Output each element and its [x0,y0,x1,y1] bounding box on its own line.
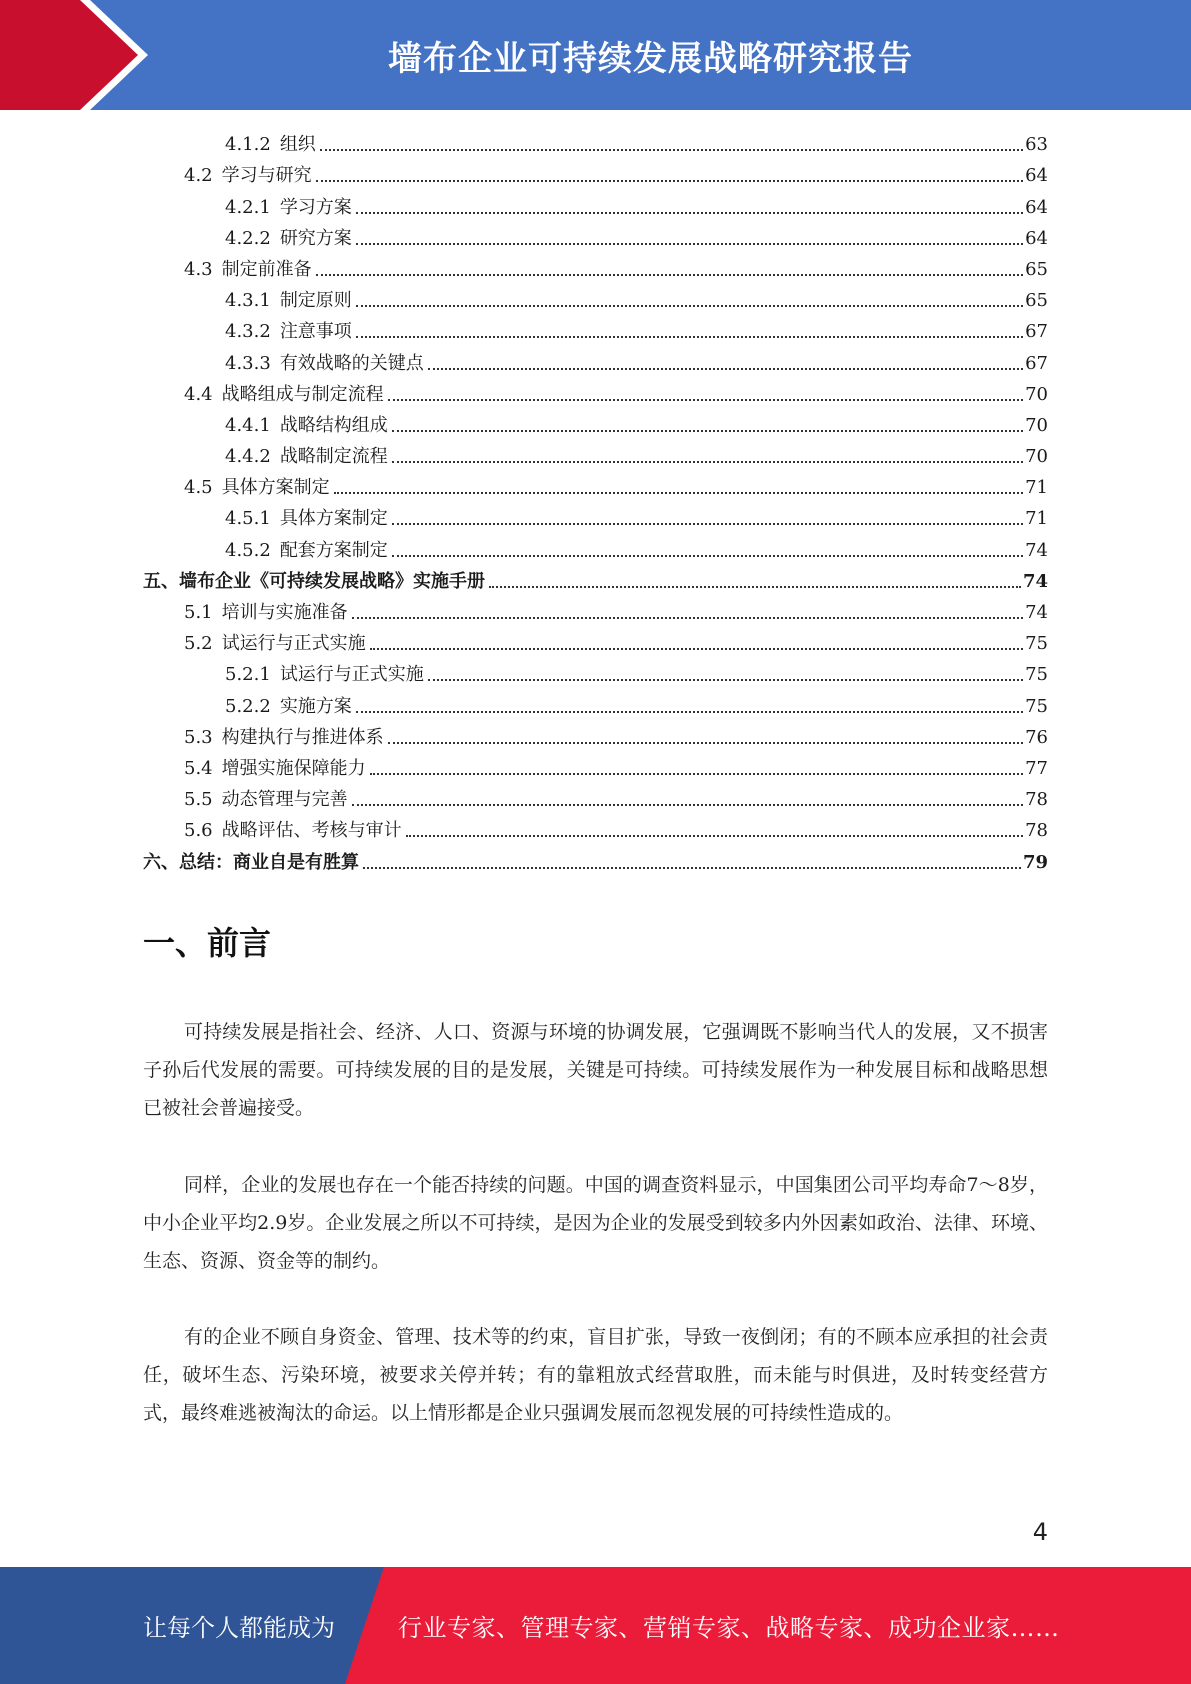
toc-entry-title: 增强实施保障能力 [221,757,366,779]
toc-dot-leader [392,461,1023,463]
toc-entry[interactable] [143,471,1048,502]
toc-dot-leader [352,617,1023,619]
toc-entry-number: 4.2 [184,165,213,187]
toc-entry-title: 研究方案 [279,227,352,249]
toc-entry[interactable] [143,128,1048,159]
toc-entry-number: 4.4.2 [225,446,271,468]
toc-dot-leader [388,742,1023,744]
toc-entry[interactable] [143,658,1048,689]
toc-entry-number: 4.3.3 [225,352,271,374]
toc-entry-title: 试运行与正式实施 [221,633,366,655]
toc-entry-page: 63 [1025,134,1048,156]
toc-entry[interactable] [143,689,1048,720]
toc-dot-leader [428,679,1023,681]
toc-entry[interactable] [143,346,1048,377]
footer-slogan-right: 行业专家、管理专家、营销专家、战略专家、成功企业家…… [398,1614,1060,1642]
toc-entry-page: 71 [1025,508,1048,530]
toc-entry[interactable] [143,533,1048,564]
toc-entry[interactable] [143,315,1048,346]
toc-entry-title: 配套方案制定 [279,539,388,561]
toc-entry-title: 战略评估、考核与审计 [221,820,402,842]
toc-dot-leader [356,336,1023,338]
toc-dot-leader [370,773,1023,775]
toc-dot-leader [356,212,1023,214]
toc-entry[interactable] [143,159,1048,190]
toc-entry[interactable] [143,440,1048,471]
document-title: 墙布企业可持续发展战略研究报告 [388,38,913,79]
page-header [0,0,1191,110]
toc-entry-page: 64 [1025,227,1048,249]
toc-entry[interactable] [143,565,1048,596]
toc-dot-leader [388,399,1023,401]
toc-entry-title: 五、墙布企业《可持续发展战略》实施手册 [143,570,485,592]
toc-dot-leader [356,243,1023,245]
toc-entry-page: 67 [1025,352,1048,374]
toc-entry-title: 有效战略的关键点 [279,352,424,374]
toc-entry-page: 67 [1025,321,1048,343]
toc-entry-page: 70 [1025,446,1048,468]
toc-entry-page: 64 [1025,196,1048,218]
toc-entry-number: 5.1 [184,602,213,623]
toc-entry-page: 75 [1025,695,1048,717]
toc-entry-title: 具体方案制定 [221,477,330,499]
toc-entry-number: 4.4.1 [225,414,271,436]
toc-entry-title: 战略制定流程 [279,446,388,468]
toc-entry-title: 构建执行与推进体系 [221,726,384,748]
section-heading: 一、前言 [143,924,272,962]
toc-entry-page: 75 [1025,633,1048,655]
toc-entry-title: 动态管理与完善 [221,789,348,811]
toc-entry[interactable] [143,284,1048,315]
toc-entry-number: 4.5.2 [225,539,271,561]
toc-entry-page: 79 [1022,851,1048,873]
body-paragraph: 可持续发展是指社会、经济、人口、资源与环境的协调发展，它强调既不影响当代人的发展，又不损害子孙后代发展的需要。可持续发展的目的是发展，关键是可持续。可持续发展作为一种发展目标和战略思想已被社会普遍接受。 [143,1021,1048,1119]
toc-entry-number: 4.2.1 [225,196,271,218]
toc-entry-page: 77 [1025,757,1048,779]
toc-entry-title: 六、总结：商业自是有胜算 [143,851,359,873]
body-paragraph: 有的企业不顾自身资金、管理、技术等的约束，盲目扩张，导致一夜倒闭；有的不顾本应承担的社会责任，破坏生态、污染环境，被要求关停并转；有的靠粗放式经营取胜，而未能与时俱进，及时转变经营方式，最终难逃被淘汰的命运。以上情形都是企业只强调发展而忽视发展的可持续性造成的。 [143,1326,1048,1424]
toc-entry-page: 78 [1025,789,1048,811]
toc-entry[interactable] [143,409,1048,440]
toc-entry-number: 4.3.1 [225,290,271,312]
toc-entry-page: 74 [1025,602,1048,623]
toc-entry-title: 学习方案 [279,196,352,218]
toc-dot-leader [316,274,1023,276]
toc-entry-number: 4.4 [184,383,213,405]
toc-dot-leader [356,305,1023,307]
toc-entry-page: 71 [1025,477,1048,499]
toc-entry-title: 制定前准备 [221,258,312,280]
toc-entry-title: 学习与研究 [221,165,312,187]
toc-entry-number: 5.3 [184,726,213,748]
toc-entry-number: 4.3.2 [225,321,271,343]
toc-entry-title: 战略组成与制定流程 [221,383,384,405]
toc-dot-leader [406,835,1023,837]
toc-entry-page: 74 [1022,570,1048,592]
toc-entry[interactable] [143,783,1048,814]
toc-entry-number: 5.2.2 [225,695,271,717]
toc-entry-page: 65 [1025,258,1048,280]
toc-entry[interactable] [143,502,1048,533]
toc-entry-title: 实施方案 [279,695,352,717]
toc-entry[interactable] [143,190,1048,221]
body-paragraph: 同样，企业的发展也存在一个能否持续的问题。中国的调查资料显示，中国集团公司平均寿命7～8岁，中小企业平均2.9岁。企业发展之所以不可持续，是因为企业的发展受到较多内外因素如政治、法律、环境、生态、资源、资金等的制约。 [143,1174,1048,1272]
toc-entry-page: 78 [1025,820,1048,842]
toc-entry-title: 试运行与正式实施 [279,664,424,686]
toc-entry-title: 组织 [279,134,316,156]
toc-entry-page: 70 [1025,383,1048,405]
toc-entry-title: 注意事项 [279,321,352,343]
toc-entry-number: 5.6 [184,820,213,842]
toc-entry-number: 4.1.2 [225,134,271,156]
toc-entry-number: 5.2 [184,633,213,655]
toc-entry-page: 76 [1025,726,1048,748]
toc-entry-number: 4.2.2 [225,227,271,249]
footer-slogan-left: 让每个人都能成为 [143,1614,335,1642]
toc-entry-page: 74 [1025,539,1048,561]
toc-dot-leader [356,711,1023,713]
toc-dot-leader [392,555,1023,557]
toc-dot-leader [428,368,1023,370]
toc-entry-number: 5.2.1 [225,664,271,686]
toc-dot-leader [320,149,1023,151]
toc-entry-number: 5.5 [184,789,213,811]
toc-entry[interactable] [143,721,1048,752]
toc-entry-page: 64 [1025,165,1048,187]
toc-entry[interactable] [143,222,1048,253]
toc-entry-title: 具体方案制定 [279,508,388,530]
toc-dot-leader [363,867,1021,869]
toc-entry-title: 制定原则 [279,290,352,312]
toc-dot-leader [316,180,1023,182]
toc-entry-page: 65 [1025,290,1048,312]
toc-entry[interactable] [143,814,1048,845]
toc-entry-page: 75 [1025,664,1048,686]
toc-entry[interactable] [143,845,1048,876]
toc-dot-leader [489,586,1021,588]
toc-entry[interactable] [143,627,1048,658]
toc-entry-number: 5.4 [184,757,213,779]
toc-dot-leader [392,523,1023,525]
toc-entry-number: 4.5.1 [225,508,271,530]
toc-entry-title: 战略结构组成 [279,414,388,436]
toc-dot-leader [334,492,1023,494]
toc-dot-leader [352,804,1023,806]
page-footer [0,1567,1191,1684]
toc-entry[interactable] [143,596,1048,627]
toc-dot-leader [370,648,1023,650]
toc-entry[interactable] [143,752,1048,783]
toc-entry-number: 4.5 [184,477,213,499]
toc-entry-page: 70 [1025,414,1048,436]
toc-dot-leader [392,430,1023,432]
toc-entry[interactable] [143,253,1048,284]
toc-entry[interactable] [143,378,1048,409]
table-of-contents [143,128,1048,877]
toc-entry-number: 4.3 [184,258,213,280]
toc-entry-title: 培训与实施准备 [221,602,348,623]
page-number: 4 [1032,1518,1048,1546]
